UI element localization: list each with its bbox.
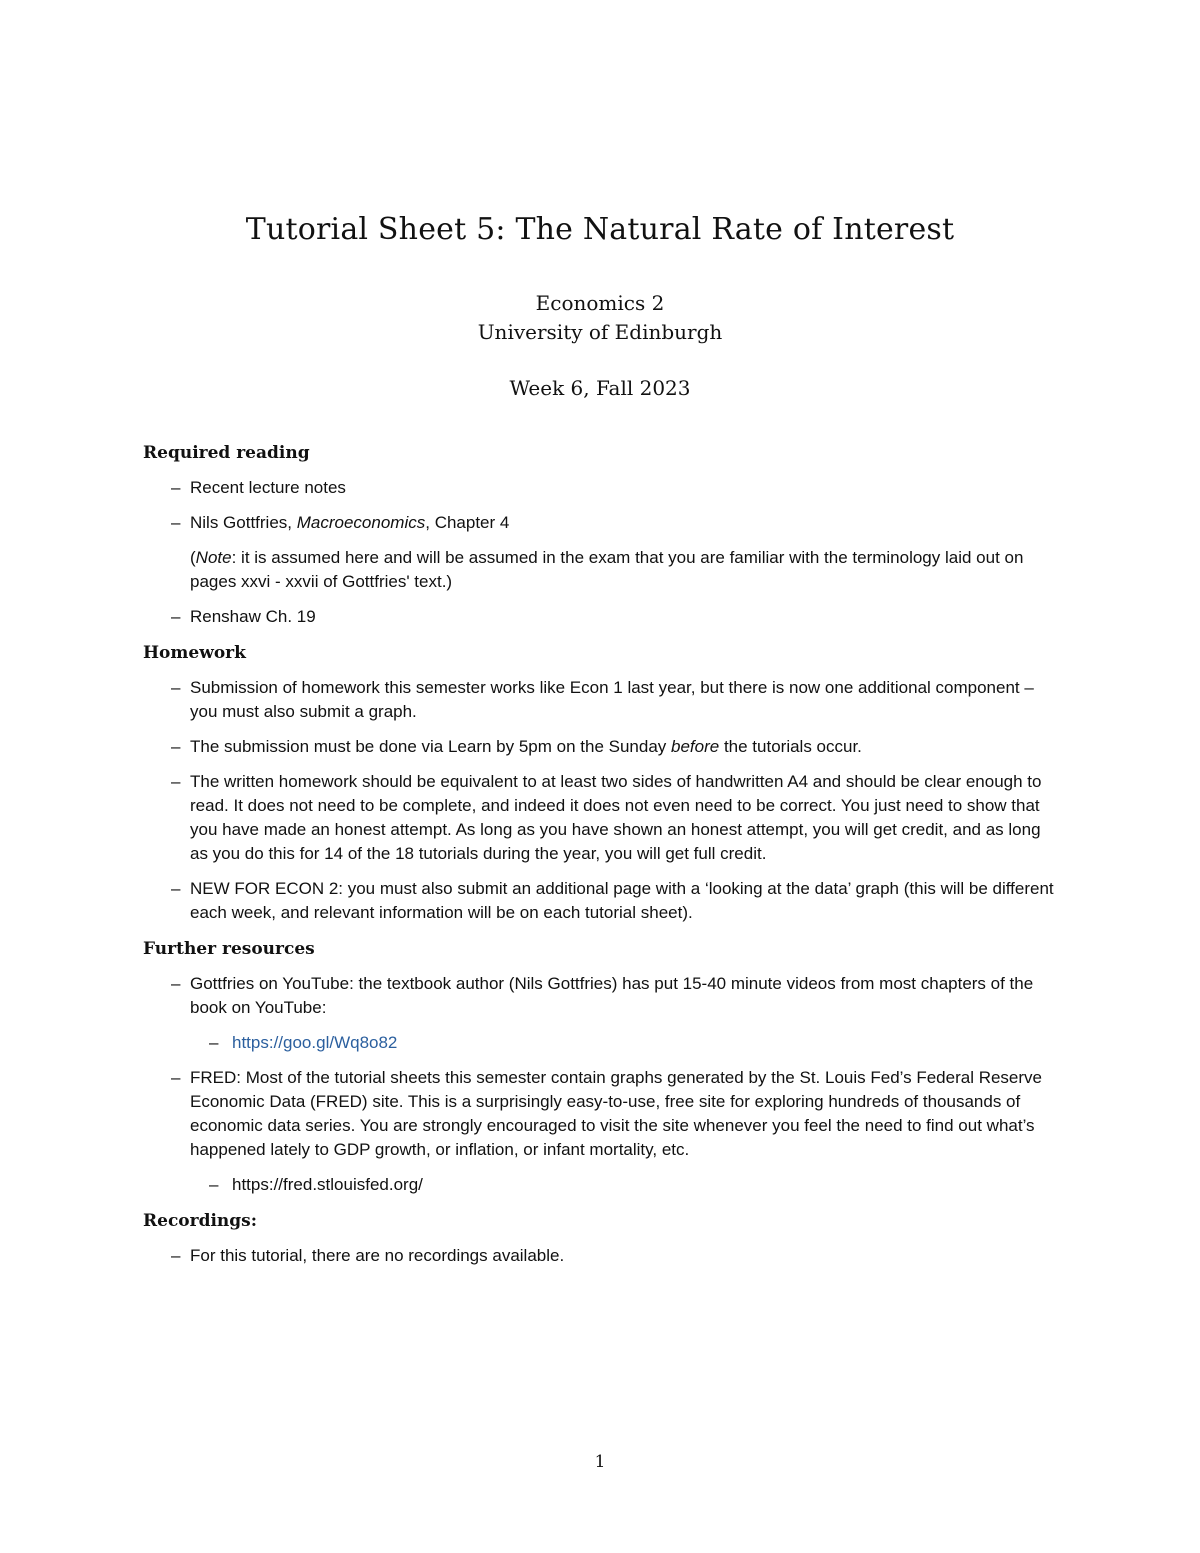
list-item (143, 511, 1063, 535)
item-text: The submission must be done via Learn by 5pm on the Sunday (190, 737, 672, 756)
youtube-sublist (190, 1031, 1063, 1055)
dash-bullet: – (171, 772, 181, 791)
homework-section (143, 640, 1063, 925)
list-item (143, 605, 1063, 629)
university-name: University of Edinburgh (477, 320, 723, 344)
book-title: Macroeconomics (296, 513, 426, 532)
item-text: For this tutorial, there are no recordings available. (190, 1246, 565, 1265)
dash-bullet: – (171, 879, 181, 898)
dash-bullet: – (171, 678, 181, 697)
note-label: Note (195, 548, 232, 567)
dash-bullet: – (171, 1068, 181, 1087)
item-text: NEW FOR ECON 2: you must also submit an additional page with a ‘looking at the data’ graph (this will be different each week, and relevant information will be on each tutorial sheet). (190, 879, 1054, 922)
course-name: Economics 2 (535, 291, 665, 315)
list-item (143, 735, 1063, 759)
dash-bullet: – (171, 1246, 181, 1265)
note-paren: ( (190, 548, 196, 567)
dash-bullet: – (171, 737, 181, 756)
fred-sublist (190, 1173, 1063, 1197)
further-resources-section (143, 936, 1063, 1197)
section-heading-homework: Homework (143, 643, 246, 663)
course-info (0, 289, 1200, 347)
item-text: Nils Gottfries, (190, 513, 297, 532)
sub-list-item (190, 1031, 1063, 1055)
section-heading-recordings: Recordings: (143, 1211, 258, 1231)
list-item (143, 476, 1063, 500)
item-text: the tutorials occur. (719, 737, 862, 756)
list-item (143, 770, 1063, 866)
section-heading-further-resources: Further resources (143, 939, 315, 959)
dash-bullet: – (171, 607, 181, 626)
recordings-section (143, 1208, 1063, 1268)
item-text: Gottfries on YouTube: the textbook author (Nils Gottfries) has put 15-40 minute videos from most chapters of the book on YouTube: (190, 974, 1034, 1017)
list-item (143, 1244, 1063, 1268)
item-text: Submission of homework this semester works like Econ 1 last year, but there is now one additional component – you must also submit a graph. (190, 678, 1034, 721)
dash-bullet: – (171, 478, 181, 497)
sub-list-item (190, 1173, 1063, 1197)
fred-url[interactable]: https://fred.stlouisfed.org/ (232, 1175, 423, 1194)
homework-list (143, 676, 1063, 925)
list-item (143, 1066, 1063, 1197)
list-item (143, 676, 1063, 724)
note-text: : it is assumed here and will be assumed in the exam that you are familiar with the terminology laid out on pages xxvi - xxvii of Gottfries' text.) (190, 548, 1024, 591)
further-resources-list (143, 972, 1063, 1197)
emphasis-before: before (671, 737, 720, 756)
item-text: FRED: Most of the tutorial sheets this semester contain graphs generated by the St. Louis Fed’s Federal Reserve Economic Data (FRED) site. This is a surprisingly easy-to-use, free site for exploring hundreds of thousands of economic data series. You are strongly encouraged to visit the site whenever you feel the need to find out what’s happened lately to GDP growth, or inflation, or infant mortality, etc. (190, 1068, 1043, 1159)
sub-dash-bullet: – (209, 1033, 219, 1052)
note-paragraph (143, 546, 1063, 594)
sub-dash-bullet: – (209, 1175, 219, 1194)
list-item (143, 972, 1063, 1055)
required-reading-list-continued (143, 605, 1063, 629)
page-title: Tutorial Sheet 5: The Natural Rate of Interest (245, 212, 955, 247)
required-reading-section (143, 440, 1063, 629)
dash-bullet: – (171, 513, 181, 532)
required-reading-list (143, 476, 1063, 535)
item-text: , Chapter 4 (425, 513, 510, 532)
section-heading-required-reading: Required reading (143, 443, 310, 463)
document-body (143, 440, 1063, 1279)
dash-bullet: – (171, 974, 181, 993)
recordings-list (143, 1244, 1063, 1268)
term-date: Week 6, Fall 2023 (509, 376, 691, 400)
page-number: 1 (594, 1452, 606, 1472)
item-text: The written homework should be equivalent to at least two sides of handwritten A4 and should be clear enough to read. It does not need to be complete, and indeed it does not even need to be correct. You just need to show that you have made an honest attempt. As long as you have shown an honest attempt, you will get credit, and as long as you do this for 14 of the 18 tutorials during the year, you will get full credit. (190, 772, 1042, 863)
item-text: Recent lecture notes (190, 478, 346, 497)
item-text: Renshaw Ch. 19 (190, 607, 316, 626)
youtube-link[interactable]: https://goo.gl/Wq8o82 (232, 1033, 398, 1052)
list-item (143, 877, 1063, 925)
